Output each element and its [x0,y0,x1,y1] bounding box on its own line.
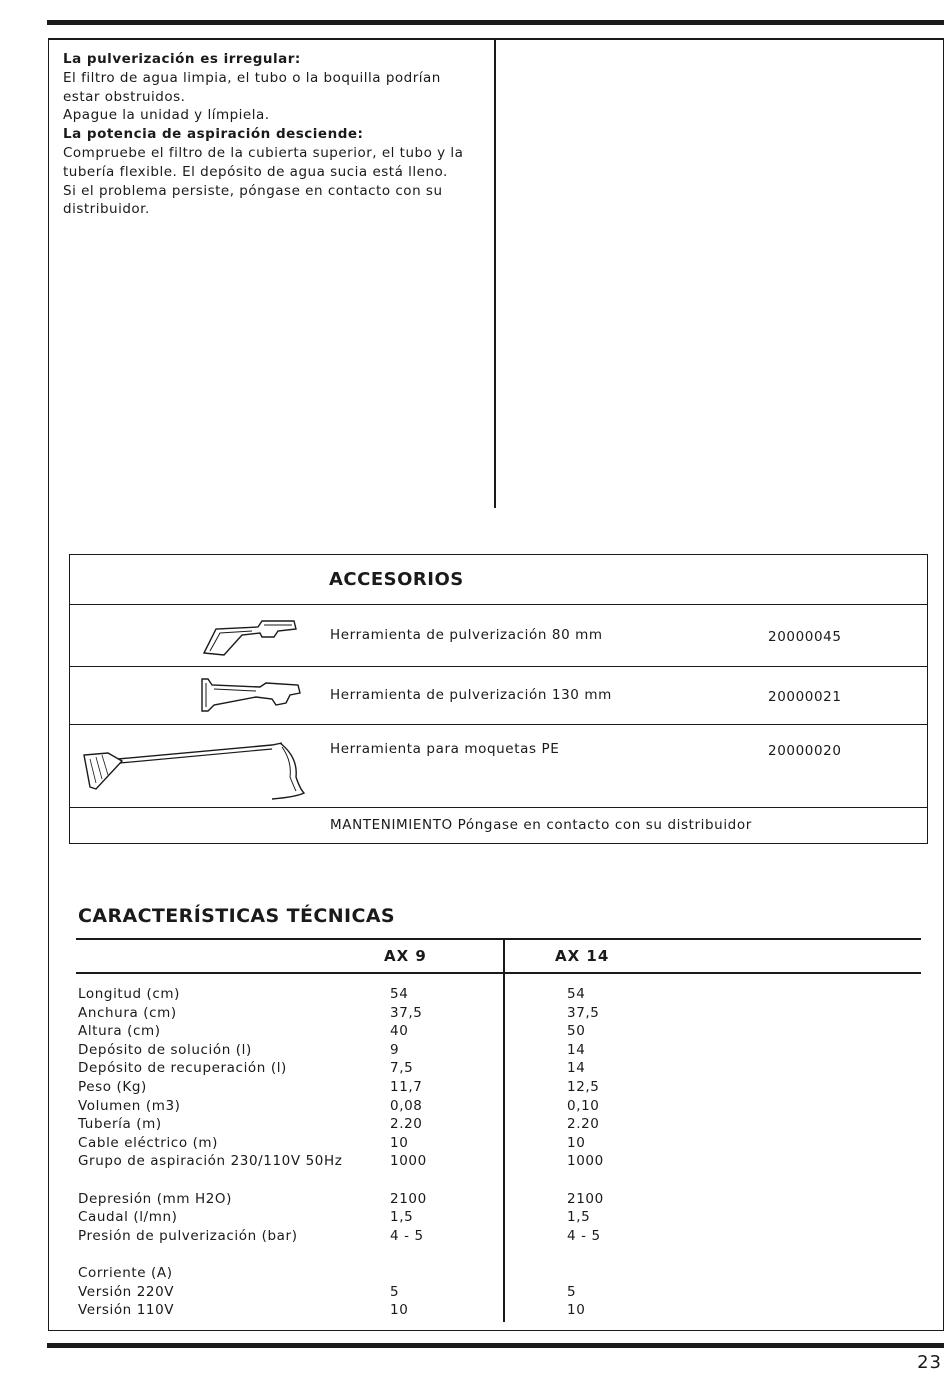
troubleshooting-text: distribuidor. [63,201,150,218]
accessory-name: Herramienta de pulverización 130 mm [330,687,612,703]
spec-value-ax14: 12,5 [567,1078,600,1095]
spec-label: Tubería (m) [78,1116,162,1133]
specs-column-divider [503,939,505,1322]
spec-label: Depósito de solución (l) [78,1041,252,1058]
spec-value-ax9: 10 [390,1302,409,1319]
spec-value-ax14 [567,1171,604,1190]
troubleshooting-text: tubería flexible. El depósito de agua sucia está lleno. [63,163,448,180]
spec-value-ax9: 1000 [390,1153,427,1170]
bottom-rule [47,1343,944,1348]
spec-value-ax14: 0,10 [567,1097,600,1114]
spec-value-ax9 [390,1171,427,1190]
spec-value-ax9: 10 [390,1134,409,1151]
spec-value-ax14 [567,1264,604,1283]
spec-value-ax14: 50 [567,1023,586,1040]
spec-label: Cable eléctrico (m) [78,1134,219,1151]
spec-value-ax9: 54 [390,986,409,1002]
spec-label: Versión 220V [78,1283,175,1300]
spec-value-ax9: 0,08 [390,1097,423,1114]
accessories-title: ACCESORIOS [329,569,464,590]
spec-value-ax9: 4 - 5 [390,1227,424,1244]
accessory-row [70,725,927,808]
accessory-code: 20000021 [768,689,842,705]
carpet-tool-wand-icon [82,737,308,803]
spec-value-ax9 [390,1264,427,1283]
spec-value-ax9: 9 [390,1041,400,1058]
spray-tool-130mm-icon [200,677,302,713]
spec-value-ax14: 1,5 [567,1209,591,1226]
accessory-code: 20000045 [768,629,842,645]
spec-label: Versión 110V [78,1302,175,1319]
spec-value-ax14: 14 [567,1060,586,1077]
spec-label: Grupo de aspiración 230/110V 50Hz [78,1153,343,1170]
spec-label: Caudal (l/mn) [78,1209,178,1226]
troubleshooting-heading-suction: La potencia de aspiración desciende: [63,126,364,143]
spec-label: Depósito de recuperación (l) [78,1060,287,1077]
spec-value-ax14: 14 [567,1041,586,1058]
spec-value-ax9 [390,1245,427,1264]
spec-value-ax14 [567,1245,604,1264]
specs-top-rule [76,938,921,940]
spec-label: Altura (cm) [78,1023,161,1040]
spec-value-ax14: 2100 [567,1190,604,1207]
specs-header-rule [76,972,921,974]
page-number: 23 [917,1352,942,1373]
accessory-row [70,605,927,667]
spec-value-ax9: 1,5 [390,1209,414,1226]
spec-value-ax9: 5 [390,1283,400,1300]
spec-label: Volumen (m3) [78,1097,181,1114]
maintenance-note: MANTENIMIENTO Póngase en contacto con su distribuidor [330,817,752,833]
troubleshooting-text: Si el problema persiste, póngase en contacto con su [63,182,443,199]
accessory-code: 20000020 [768,743,842,759]
top-rule [47,20,944,25]
spec-label [78,1245,342,1264]
spec-value-ax9: 7,5 [390,1060,414,1077]
spec-label: Presión de pulverización (bar) [78,1227,298,1244]
spec-value-ax9: 11,7 [390,1078,423,1095]
spec-value-ax9: 40 [390,1023,409,1040]
specs-header-ax9: AX 9 [384,947,427,965]
spec-value-ax14: 4 - 5 [567,1227,601,1244]
accessory-name: Herramienta de pulverización 80 mm [330,627,603,643]
specs-ax9-column [390,985,427,1320]
troubleshooting-text: Apague la unidad y límpiela. [63,107,270,124]
specs-ax14-column [567,985,604,1320]
spec-value-ax9: 37,5 [390,1004,423,1021]
maintenance-row [70,808,927,844]
accessories-table [69,554,928,844]
spec-value-ax14: 54 [567,986,586,1002]
troubleshooting-text: El filtro de agua limpia, el tubo o la boquilla podrían [63,69,441,86]
spec-value-ax9: 2.20 [390,1116,423,1133]
spec-value-ax14: 1000 [567,1153,604,1170]
troubleshooting-text: estar obstruidos. [63,88,186,105]
spray-tool-80mm-icon [202,617,298,659]
troubleshooting-heading-spray: La pulverización es irregular: [63,51,301,67]
spec-value-ax14: 37,5 [567,1004,600,1021]
spec-label: Anchura (cm) [78,1004,177,1021]
spec-value-ax9: 2100 [390,1190,427,1207]
spec-value-ax14: 10 [567,1302,586,1319]
specs-title: CARACTERÍSTICAS TÉCNICAS [78,905,396,927]
spec-value-ax14: 5 [567,1283,577,1300]
spec-value-ax14: 10 [567,1134,586,1151]
accessories-header-row [70,555,927,605]
spec-value-ax14: 2.20 [567,1116,600,1133]
spec-label: Corriente (A) [78,1264,173,1281]
specs-header-ax14: AX 14 [555,947,610,965]
spec-label: Depresión (mm H2O) [78,1190,233,1207]
accessory-name: Herramienta para moquetas PE [330,741,560,757]
accessory-row [70,667,927,725]
column-divider [494,38,496,508]
specs-labels-column [78,985,342,1320]
troubleshooting-text: Compruebe el filtro de la cubierta superior, el tubo y la [63,144,464,161]
spec-label: Peso (Kg) [78,1078,147,1095]
spec-label [78,1171,342,1190]
troubleshooting-section [63,50,488,219]
spec-label: Longitud (cm) [78,986,181,1002]
